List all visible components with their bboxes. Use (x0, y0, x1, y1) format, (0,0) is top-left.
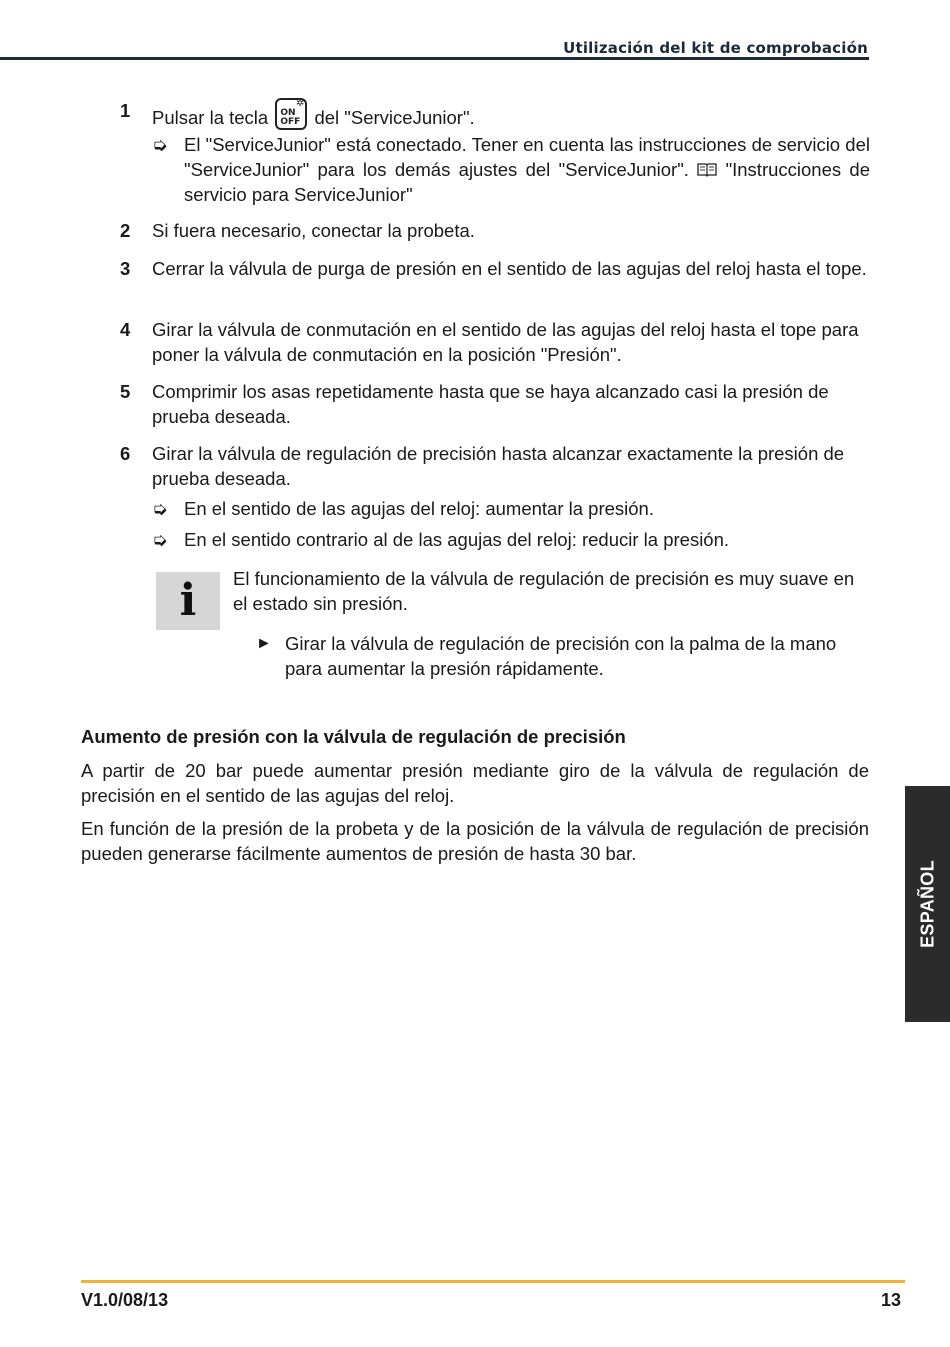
result-text: En el sentido de las agujas del reloj: aumentar la presión. (184, 498, 654, 519)
page-number: 13 (880, 1290, 901, 1310)
step-text: Comprimir los asas repetidamente hasta que se haya alcanzado casi la presión de prueba deseada. (152, 381, 829, 427)
info-text: El funcionamiento de la válvula de regulación de precisión es muy suave en el estado sin presión. (233, 568, 855, 614)
footer-rule (81, 1280, 905, 1283)
book-icon (697, 162, 717, 177)
running-header: Utilización del kit de comprobación (563, 39, 868, 57)
step-number: 3 (120, 258, 131, 279)
result-arrow-icon: ➭ (152, 134, 168, 155)
action-triangle-icon: ► (256, 635, 272, 652)
sun-icon: ✲ (295, 98, 305, 109)
result-text (184, 132, 870, 207)
section-title: Aumento de presión con la válvula de regulación de precisión (81, 726, 626, 747)
footer-version: V1.0/08/13 (81, 1290, 169, 1310)
result-arrow-icon: ➭ (152, 529, 168, 550)
info-symbol: i (179, 575, 197, 626)
section-paragraph-2: En función de la presión de la probeta y de la posición de la válvula de regulación de precisión pueden generarse fácilmente aumentos de presión de hasta 30 bar. (81, 818, 869, 864)
info-action-text: Girar la válvula de regulación de precisión con la palma de la mano para aumentar la presión rápidamente. (285, 633, 837, 679)
info-icon (156, 572, 220, 630)
step-number: 1 (120, 100, 131, 121)
step-text (152, 98, 870, 130)
step-number: 5 (120, 381, 131, 402)
on-off-key-icon (275, 98, 307, 130)
language-tab-label: ESPAÑOL (917, 860, 937, 948)
header-rule (0, 57, 869, 60)
result-text: En el sentido contrario al de las agujas del reloj: reducir la presión. (184, 529, 730, 550)
step-text: Cerrar la válvula de purga de presión en el sentido de las agujas del reloj hasta el tope. (152, 258, 867, 279)
step-text: Girar la válvula de regulación de precisión hasta alcanzar exactamente la presión de prueba deseada. (152, 443, 845, 489)
step-text-after: del "ServiceJunior". (314, 107, 475, 128)
result-text-after: "Instrucciones de servicio para ServiceJunior" (184, 159, 871, 205)
step-text: Si fuera necesario, conectar la probeta. (152, 220, 475, 241)
key-label-on: ON (280, 108, 296, 118)
step-number: 2 (120, 220, 131, 241)
step-text: Girar la válvula de conmutación en el sentido de las agujas del reloj hasta el tope para poner la válvula de conmutación en la posición "Presión". (152, 319, 859, 365)
result-text-before: El "ServiceJunior" está conectado. Tener en cuenta las instrucciones de servicio del "ServiceJunior" para los demás ajustes del "ServiceJunior". (184, 134, 870, 180)
language-tab (905, 786, 950, 1022)
section-paragraph-1: A partir de 20 bar puede aumentar presión mediante giro de la válvula de regulación de precisión en el sentido de las agujas del reloj. (81, 760, 869, 806)
key-label-off: OFF (280, 117, 301, 127)
result-arrow-icon: ➭ (152, 498, 168, 519)
step-number: 6 (120, 443, 131, 464)
step-text-before: Pulsar la tecla (152, 107, 269, 128)
step-number: 4 (120, 319, 131, 340)
